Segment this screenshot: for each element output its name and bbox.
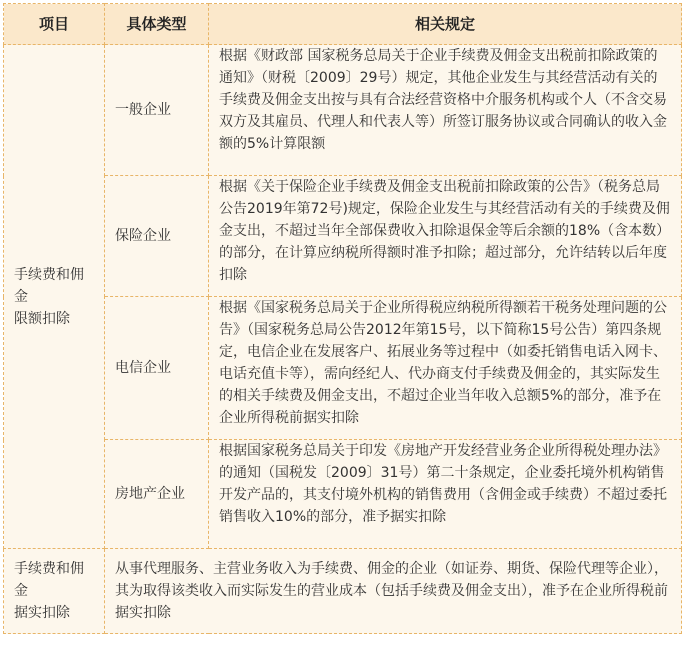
table-row — [4, 549, 682, 634]
table-row — [4, 45, 682, 176]
category-actual-deduction — [4, 549, 105, 634]
rule-insurance-enterprise: 根据《关于保险企业手续费及佣金支出税前扣除政策的公告》（税务总局公告2019年第72号)规定，保险企业发生与其经营活动有关的手续费及佣金支出，不超过当年全部保费收入扣除退保金等后余额的18%（含本数）的部分，在计算应纳税所得额时准予扣除；超过部分，允许结转以后年度扣除 — [209, 176, 682, 297]
rule-general-enterprise: 根据《财政部 国家税务总局关于企业手续费及佣金支出税前扣除政策的通知》（财税〔2009〕29号）规定，其他企业发生与其经营活动有关的手续费及佣金支出按与具有合法经营资格中介服务机构或个人（不含交易双方及其雇员、代理人和代表人等）所签订服务协议或合同确认的收入金额的5%计算限额 — [209, 45, 682, 176]
type-insurance-enterprise: 保险企业 — [105, 176, 209, 297]
category-label: 手续费和佣 金 据实扣除 — [14, 561, 84, 621]
type-telecom-enterprise: 电信企业 — [105, 297, 209, 440]
rule-agency-enterprise: 从事代理服务、主营业务收入为手续费、佣金的企业（如证券、期货、保险代理等企业），其为取得该类收入而实际发生的营业成本（包括手续费及佣金支出），准予在企业所得税前据实扣除 — [105, 549, 682, 634]
rule-real-estate-enterprise: 根据国家税务总局关于印发《房地产开发经营业务企业所得税处理办法》的通知（国税发〔2009〕31号）第二十条规定，企业委托境外机构销售开发产品的，其支付境外机构的销售费用（含佣金或手续费）不超过委托销售收入10%的部分，准予据实扣除 — [209, 440, 682, 549]
header-item: 项目 — [4, 4, 105, 45]
category-label: 手续费和佣 金 限额扣除 — [14, 266, 84, 327]
header-type: 具体类型 — [105, 4, 209, 45]
type-real-estate-enterprise: 房地产企业 — [105, 440, 209, 549]
deduction-rules-table — [3, 3, 682, 634]
category-limited-deduction — [4, 45, 105, 549]
table-row — [4, 440, 682, 549]
header-row — [4, 4, 682, 45]
table-row — [4, 176, 682, 297]
table-row — [4, 297, 682, 440]
type-general-enterprise: 一般企业 — [105, 45, 209, 176]
rule-telecom-enterprise: 根据《国家税务总局关于企业所得税应纳税所得额若干税务处理问题的公告》（国家税务总局公告2012年第15号，以下简称15号公告）第四条规定，电信企业在发展客户、拓展业务等过程中（如委托销售电话入网卡、电话充值卡等），需向经纪人、代办商支付手续费及佣金的，其实际发生的相关手续费及佣金支出，不超过企业当年收入总额5%的部分，准予在企业所得税前据实扣除 — [209, 297, 682, 440]
header-rule: 相关规定 — [209, 4, 682, 45]
